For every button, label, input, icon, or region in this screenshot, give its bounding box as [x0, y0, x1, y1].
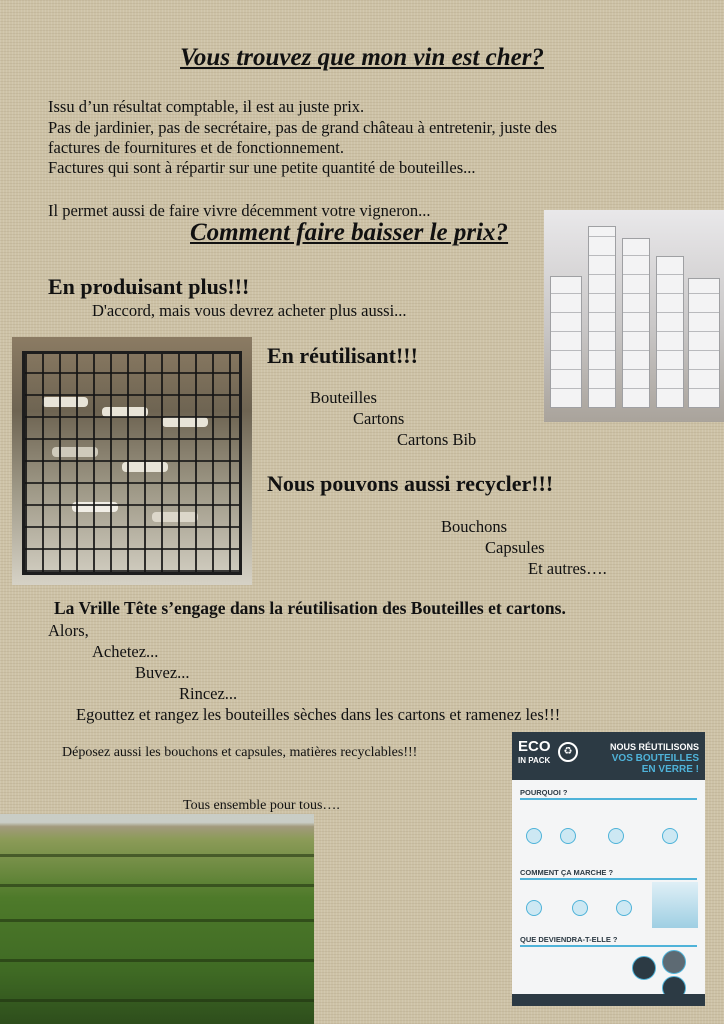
leaf-icon [560, 828, 576, 844]
intro-line: Factures qui sont à répartir sur une petite quantité de bouteilles... [48, 158, 476, 177]
step-line: Achetez... [92, 642, 159, 661]
truck-icon [572, 900, 588, 916]
step-line: Rincez... [179, 684, 238, 703]
eco-in-pack-poster [512, 732, 705, 1006]
produce-note: D'accord, mais vous devrez acheter plus aussi... [92, 301, 407, 320]
wash-icon [616, 900, 632, 916]
bottles-illustration [652, 882, 698, 928]
recycle-icon: ♻ [558, 742, 578, 762]
reuse-heading: En réutilisant!!! [267, 343, 418, 368]
poster-logo-top: ECO [518, 738, 551, 755]
intro-line: Pas de jardinier, pas de secrétaire, pas de grand château à entretenir, juste des [48, 118, 558, 137]
bottle-icon [526, 900, 542, 916]
commitment-line: La Vrille Tête s’engage dans la réutilisation des Bouteilles et cartons. [54, 598, 566, 618]
poster-logo [518, 740, 551, 768]
intro-line: factures de fournitures et de fonctionnement. [48, 138, 344, 157]
poster-slogan-2: VOS BOUTEILLES [611, 753, 699, 764]
poster-comment: COMMENT ÇA MARCHE ? [520, 868, 614, 877]
globe-icon [662, 828, 678, 844]
poster-pourquoi: POURQUOI ? [520, 788, 568, 797]
poster-divider [520, 945, 697, 947]
alors-line: Alors, [48, 621, 89, 640]
produce-heading: En produisant plus!!! [48, 274, 250, 299]
reuse-item: Bouteilles [310, 388, 377, 407]
poster-slogan [610, 742, 699, 775]
poster-divider [520, 878, 697, 880]
ensemble-line: Tous ensemble pour tous…. [183, 798, 340, 813]
reuse-item: Cartons Bib [397, 430, 477, 449]
poster-slogan-1: NOUS RÉUTILISONS [609, 742, 699, 752]
poster-footer [512, 994, 705, 1006]
bottle-cages-photo [12, 337, 252, 585]
recycle-item: Capsules [485, 538, 545, 557]
deposez-line: Déposez aussi les bouchons et capsules, matières recyclables!!! [62, 745, 418, 760]
cycle-node-icon [662, 950, 686, 974]
recycle-item: Et autres…. [528, 559, 607, 578]
section-title: Comment faire baisser le prix? [190, 219, 509, 246]
water-drop-icon [526, 828, 542, 844]
vineyard-photo [0, 814, 314, 1024]
cycle-node-icon [632, 956, 656, 980]
poster-slogan-3: EN VERRE ! [641, 764, 699, 775]
reuse-item: Cartons [353, 409, 405, 428]
poster-deviendra: QUE DEVIENDRA-T-ELLE ? [520, 935, 618, 944]
factory-icon [608, 828, 624, 844]
recycle-item: Bouchons [441, 517, 507, 536]
poster-divider [520, 798, 697, 800]
egouttez-line: Egouttez et rangez les bouteilles sèches dans les cartons et ramenez les!!! [76, 705, 561, 724]
intro-line: Issu d’un résultat comptable, il est au juste prix. [48, 97, 365, 116]
stacked-boxes-photo [544, 210, 724, 422]
poster-logo-bottom: IN PACK [518, 756, 551, 765]
step-line: Buvez... [135, 663, 190, 682]
vigneron-line: Il permet aussi de faire vivre décemment votre vigneron... [48, 201, 431, 220]
page-title: Vous trouvez que mon vin est cher? [180, 44, 544, 71]
recycle-heading: Nous pouvons aussi recycler!!! [267, 471, 554, 496]
